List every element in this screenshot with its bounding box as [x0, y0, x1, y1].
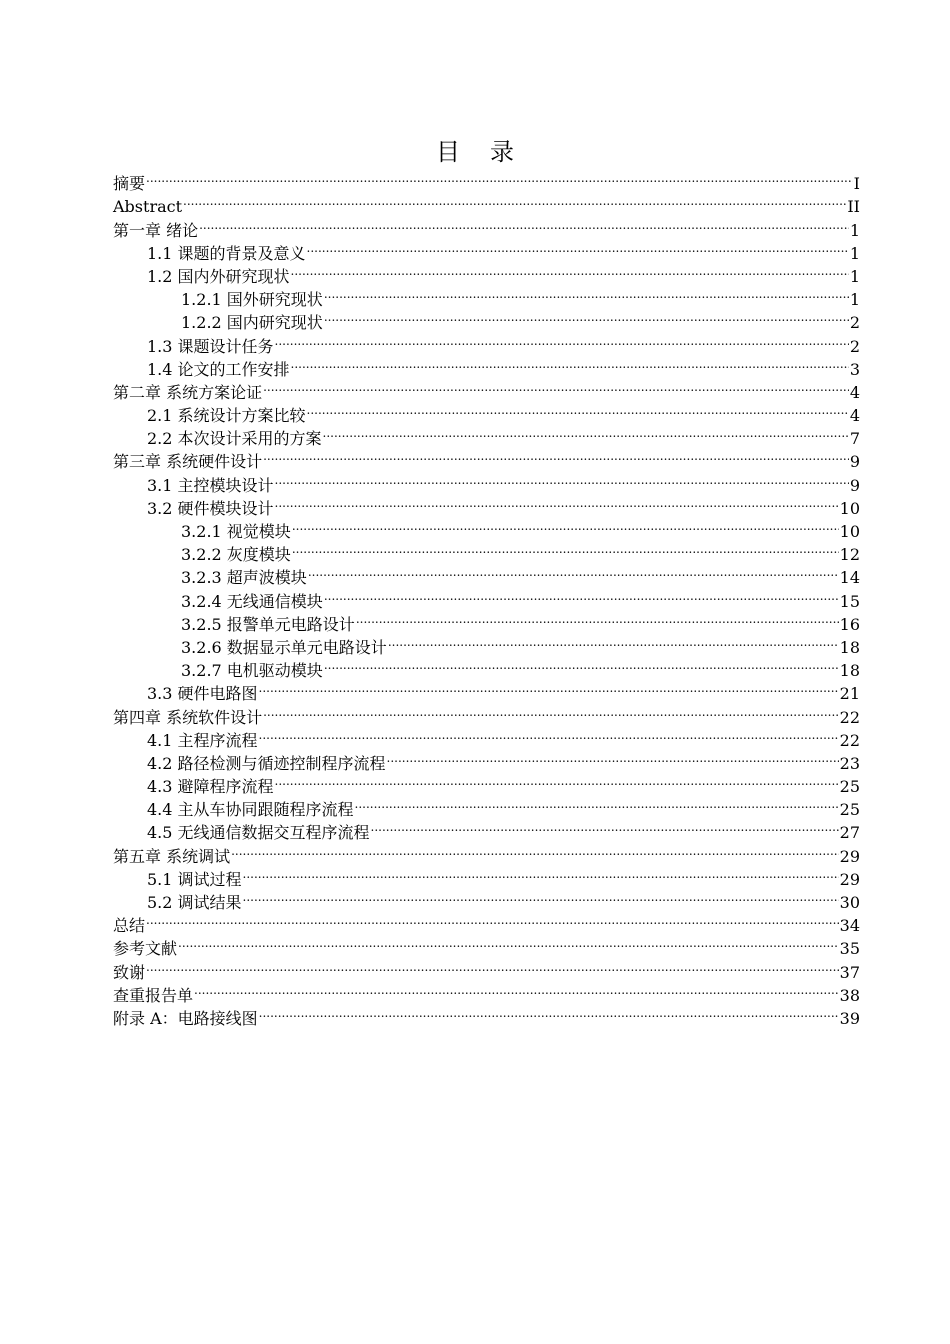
toc-entry-label: 第三章 系统硬件设计: [113, 452, 263, 472]
toc-list: [113, 166, 860, 1028]
toc-dot-leader: [275, 491, 839, 514]
toc-entry-page-number: 18: [839, 661, 860, 681]
toc-entry-page-number: 9: [849, 475, 860, 495]
toc-dot-leader: [291, 352, 849, 375]
toc-entry-page-number: 37: [839, 962, 860, 982]
toc-entry-label: 3.2.1 视觉模块: [181, 522, 291, 541]
toc-entry-page-number: 10: [839, 522, 860, 541]
toc-entry-label: 1.4 论文的工作安排: [147, 359, 290, 379]
toc-entry-label: 3.3 硬件电路图: [147, 684, 258, 704]
toc-entry-label: 3.2.3 超声波模块: [181, 568, 307, 588]
toc-entry-label: 1.1 课题的背景及意义: [147, 243, 306, 263]
toc-dot-leader: [324, 305, 849, 328]
toc-entry-page-number: 10: [839, 498, 860, 518]
toc-entry-page-number: 2: [849, 336, 860, 356]
toc-entry-page-number: 1: [849, 243, 860, 263]
toc-entry-label: 3.2.5 报警单元电路设计: [181, 614, 355, 634]
toc-entry[interactable]: [113, 908, 860, 936]
toc-dot-leader: [146, 166, 853, 189]
toc-dot-leader: [307, 236, 849, 259]
toc-entry-label: 3.2.4 无线通信模块: [181, 591, 323, 611]
toc-dot-leader: [275, 467, 849, 490]
toc-dot-leader: [324, 653, 839, 676]
toc-entry-label: 2.2 本次设计采用的方案: [147, 429, 322, 449]
toc-entry-label: 5.1 调试过程: [147, 869, 242, 889]
toc-dot-leader: [243, 862, 839, 885]
toc-entry-page-number: II: [847, 197, 860, 217]
toc-entry-page-number: 7: [849, 429, 860, 449]
toc-entry-label: 3.2.7 电机驱动模块: [181, 661, 323, 681]
toc-entry-page-number: 29: [839, 846, 860, 866]
toc-dot-leader: [194, 978, 839, 1001]
toc-entry-label: 1.3 课题设计任务: [147, 336, 274, 356]
toc-entry-label: 4.5 无线通信数据交互程序流程: [147, 823, 370, 843]
toc-entry-page-number: 1: [849, 290, 860, 310]
toc-dot-leader: [323, 421, 849, 444]
toc-entry[interactable]: [113, 236, 860, 263]
toc-entry-page-number: 12: [839, 545, 860, 565]
toc-entry-label: 1.2.2 国内研究现状: [181, 313, 323, 333]
toc-entry-label: 5.2 调试结果: [147, 893, 242, 912]
toc-entry-label: 查重报告单: [113, 985, 194, 1005]
toc-entry-page-number: 9: [849, 452, 860, 472]
toc-dot-leader: [292, 514, 839, 537]
toc-entry-label: 4.1 主程序流程: [147, 730, 258, 750]
toc-dot-leader: [275, 328, 849, 351]
toc-entry-page-number: 4: [849, 406, 860, 426]
toc-dot-leader: [387, 746, 839, 769]
toc-entry-page-number: 25: [839, 777, 860, 797]
toc-dot-leader: [178, 931, 839, 954]
toc-entry-page-number: 39: [839, 1008, 860, 1028]
toc-entry-label: 第一章 绪论: [113, 220, 199, 240]
toc-entry-page-number: 21: [839, 684, 860, 704]
toc-entry-label: 4.4 主从车协同跟随程序流程: [147, 800, 354, 820]
toc-entry-label: Abstract: [113, 197, 183, 217]
toc-entry-label: 总结: [113, 916, 146, 936]
toc-entry-page-number: 2: [849, 313, 860, 333]
toc-entry[interactable]: [113, 166, 860, 194]
toc-dot-leader: [292, 537, 839, 560]
toc-dot-leader: [308, 560, 839, 583]
toc-entry-label: 1.2 国内外研究现状: [147, 266, 290, 286]
toc-dot-leader: [324, 282, 849, 305]
toc-dot-leader: [183, 189, 846, 212]
toc-entry-label: 4.2 路径检测与循迹控制程序流程: [147, 753, 386, 773]
toc-entry-label: 3.2.6 数据显示单元电路设计: [181, 637, 387, 657]
toc-entry-page-number: I: [853, 174, 860, 194]
toc-dot-leader: [291, 259, 849, 282]
toc-entry-label: 1.2.1 国外研究现状: [181, 290, 323, 310]
toc-entry-page-number: 15: [839, 591, 860, 611]
toc-entry[interactable]: [113, 931, 860, 959]
toc-dot-leader: [307, 398, 849, 421]
toc-entry-label: 第五章 系统调试: [113, 846, 231, 866]
toc-dot-leader: [259, 723, 839, 746]
toc-dot-leader: [243, 885, 839, 908]
toc-dot-leader: [355, 792, 839, 815]
toc-entry-label: 4.3 避障程序流程: [147, 777, 274, 797]
toc-entry-label: 3.2.2 灰度模块: [181, 545, 291, 565]
toc-dot-leader: [263, 444, 849, 467]
toc-entry-page-number: 22: [839, 707, 860, 727]
toc-entry-page-number: 27: [839, 823, 860, 843]
toc-dot-leader: [324, 583, 839, 606]
toc-entry-page-number: 34: [839, 916, 860, 936]
toc-entry-page-number: 23: [839, 753, 860, 773]
toc-entry-label: 2.1 系统设计方案比较: [147, 406, 306, 426]
toc-dot-leader: [356, 607, 839, 630]
toc-entry-label: 3.1 主控模块设计: [147, 475, 274, 495]
toc-entry-page-number: 16: [839, 614, 860, 634]
toc-entry[interactable]: [113, 978, 860, 1005]
toc-entry-label: 第二章 系统方案论证: [113, 382, 263, 402]
toc-dot-leader: [259, 1001, 839, 1024]
toc-dot-leader: [231, 838, 839, 861]
toc-title: 目录: [436, 138, 544, 166]
toc-entry-page-number: 35: [839, 939, 860, 959]
toc-entry-label: 摘要: [113, 174, 146, 194]
toc-dot-leader: [146, 954, 839, 977]
toc-entry-page-number: 38: [839, 985, 860, 1005]
toc-entry[interactable]: [113, 954, 860, 982]
toc-entry-page-number: 30: [839, 893, 860, 912]
toc-entry-page-number: 22: [839, 730, 860, 750]
toc-entry-page-number: 3: [849, 359, 860, 379]
toc-dot-leader: [199, 212, 849, 235]
toc-entry-label: 致谢: [113, 962, 146, 982]
toc-entry-page-number: 14: [839, 568, 860, 588]
toc-entry-label: 参考文献: [113, 939, 178, 959]
toc-entry-page-number: 1: [849, 220, 860, 240]
toc-dot-leader: [259, 676, 839, 699]
toc-entry[interactable]: [113, 1001, 860, 1028]
toc-entry[interactable]: [113, 212, 860, 240]
toc-dot-leader: [371, 815, 839, 838]
toc-entry-label: 附录 A：电路接线图: [113, 1008, 258, 1028]
toc-dot-leader: [263, 699, 839, 722]
toc-entry-label: 第四章 系统软件设计: [113, 707, 263, 727]
toc-entry-page-number: 29: [839, 869, 860, 889]
toc-entry-page-number: 4: [849, 382, 860, 402]
toc-dot-leader: [263, 375, 849, 398]
toc-entry[interactable]: [113, 189, 860, 217]
toc-entry-label: 3.2 硬件模块设计: [147, 498, 274, 518]
toc-entry-page-number: 25: [839, 800, 860, 820]
toc-entry-page-number: 18: [839, 637, 860, 657]
toc-dot-leader: [146, 908, 839, 931]
toc-dot-leader: [388, 630, 839, 653]
toc-entry-page-number: 1: [849, 266, 860, 286]
toc-dot-leader: [275, 769, 839, 792]
